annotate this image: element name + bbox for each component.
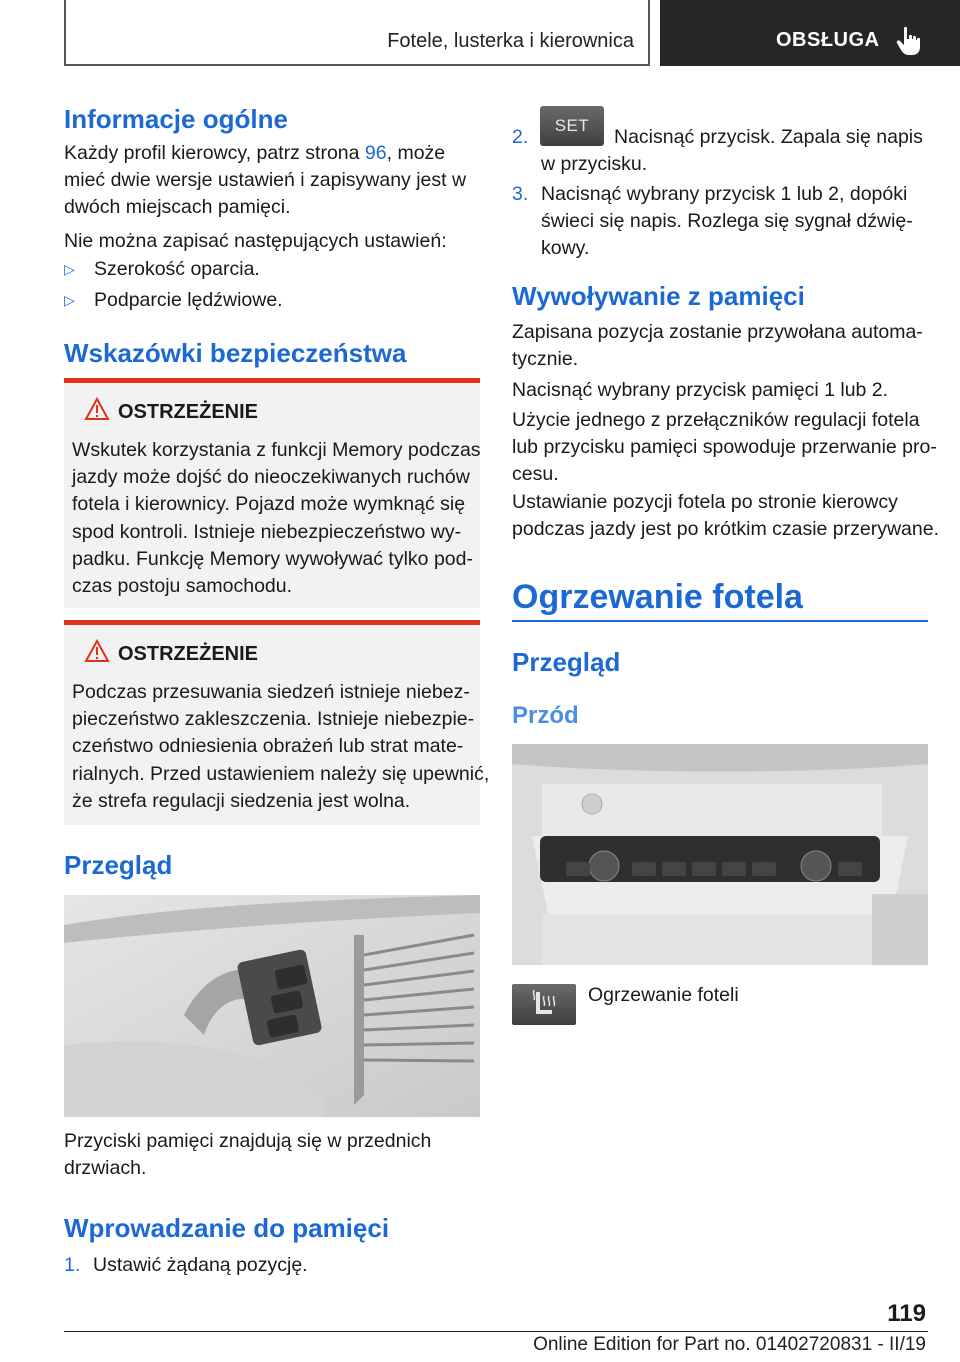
page-link-96[interactable]: 96 (364, 142, 387, 164)
seat-heating-label: Ogrzewanie foteli (588, 984, 739, 1006)
page-header (0, 0, 960, 66)
footer-divider (64, 1331, 928, 1332)
pointing-hand-icon (896, 26, 922, 56)
heading-safety: Wskazówki bezpieczeństwa (64, 338, 407, 368)
warning-box-1: OSTRZEŻENIE Wskutek korzystania z funkcji Memory podczas jazdy może dojść do nieoczekiwanych ruchów fotela i kierownicy. Pojazd może wymknąć się spod kontroli. Istnieje niebezpieczeństwo wy- padku. Funkcję Memory wywoływać tylko pod- czas postoju samochodu. (64, 378, 480, 608)
general-info-paragraph: Każdy profil kierowcy, patrz strona 96, może mieć dwie wersje ustawień i zapisywany jest w dwóch miejscach pamięci. (64, 142, 467, 218)
triangle-bullet-icon: ▷ (64, 261, 75, 277)
photo-caption: Przyciski pamięci znajdują się w przednich drzwiach. (64, 1130, 432, 1179)
heading-overview-2: Przegląd (512, 647, 621, 677)
set-button-icon: SET (540, 106, 604, 146)
recall-paragraph-2: Nacisnąć wybrany przycisk pamięci 1 lub 2. (512, 379, 889, 401)
heading-underline (512, 620, 928, 622)
climate-console-photo (512, 744, 928, 965)
triangle-bullet-icon: ▷ (64, 292, 75, 308)
recall-paragraph-4: Ustawianie pozycji fotela po stronie kierowcy podczas jazdy jest po krótkim czasie przerywane. (512, 491, 940, 540)
warning-triangle-icon (84, 397, 110, 421)
recall-paragraph-3: Użycie jednego z przełączników regulacji fotela lub przycisku pamięci spowoduje przerwanie pro- cesu. (512, 409, 937, 485)
heading-seat-heating: Ogrzewanie fotela (512, 578, 803, 616)
footer-edition: Online Edition for Part no. 01402720831 - II/19 (533, 1334, 926, 1355)
warning-text: Podczas przesuwania siedzeń istnieje niebez- pieczeństwo zakleszczenia. Istnieje niebezpie- czeństwo odniesienia obrażeń lub strat mate- rialnych. Przed ustawieniem należy się upewnić, że strefa regulacji siedzenia jest wolna. (72, 681, 490, 812)
step-2-text: Nacisnąć przycisk. Zapala się napis (614, 126, 923, 148)
chapter-title-box (64, 0, 650, 66)
heading-front: Przód (512, 702, 579, 729)
heading-overview: Przegląd (64, 850, 173, 880)
warning-box-2: OSTRZEŻENIE Podczas przesuwania siedzeń istnieje niebez- pieczeństwo zakleszczenia. Istnieje niebezpie- czeństwo odniesienia obrażeń lub strat mate- rialnych. Przed ustawieniem należy się upewnić, że strefa regulacji siedzenia jest wolna. (64, 620, 480, 825)
section-tab[interactable] (660, 0, 960, 66)
heading-recall-memory: Wywoływanie z pamięci (512, 281, 805, 311)
door-memory-buttons-photo (64, 895, 480, 1117)
step-2-text-cont: w przycisku. (541, 153, 648, 175)
section-tab-label: OBSŁUGA (776, 29, 880, 51)
recall-paragraph-1: Zapisana pozycja zostanie przywołana automa- tycznie. (512, 321, 923, 370)
warning-text: Wskutek korzystania z funkcji Memory podczas jazdy może dojść do nieoczekiwanych ruchów fotela i kierownicy. Pojazd może wymknąć się spod kontroli. Istnieje niebezpieczeństwo wy- padku. Funkcję Memory wywoływać tylko pod- czas postoju samochodu. (72, 439, 481, 598)
heading-general-info: Informacje ogólne (64, 104, 288, 134)
warning-triangle-icon (84, 639, 110, 663)
cannot-store-paragraph: Nie można zapisać następujących ustawień: (64, 230, 447, 252)
page-number: 119 (887, 1300, 926, 1327)
seat-heating-icon (512, 984, 576, 1025)
chapter-title: Fotele, lusterka i kierownica (387, 30, 634, 52)
heading-store-memory: Wprowadzanie do pamięci (64, 1213, 390, 1243)
